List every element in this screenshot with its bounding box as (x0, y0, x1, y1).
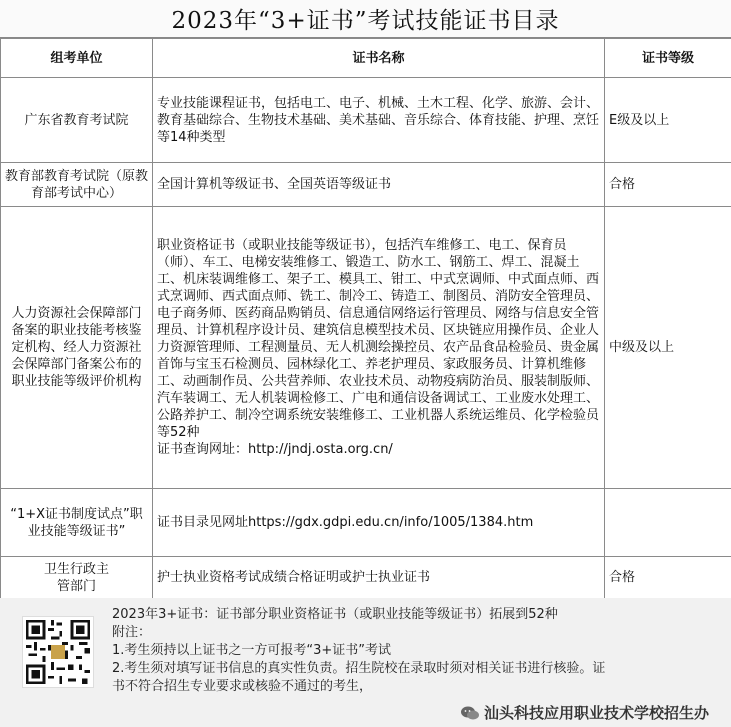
table-row (1, 557, 731, 599)
footer-line: 1.考生须持以上证书之一方可报考“3+证书”考试 (112, 643, 392, 658)
header-level: 证书等级 (605, 39, 731, 78)
name-cell: 全国计算机等级证书、全国英语等级证书 (153, 163, 605, 207)
wechat-icon (460, 705, 480, 721)
table-row (1, 78, 731, 163)
watermark-text: 汕头科技应用职业技术学校招生办 (483, 704, 709, 722)
level-cell (605, 489, 731, 557)
level-cell: 合格 (605, 163, 731, 207)
org-cell: 教育部教育考试院（原教育部考试中心） (1, 163, 153, 207)
name-cell: 证书目录见网址https://gdx.gdpi.edu.cn/info/1005/1384.htm (153, 489, 605, 557)
name-cell (153, 207, 605, 489)
level-cell: 合格 (605, 557, 731, 599)
qr-code-icon (22, 616, 94, 688)
org-cell: 广东省教育考试院 (1, 78, 153, 163)
footer-line: 2023年3+证书：证书部分职业资格证书（或职业技能等级证书）拓展到52种 (112, 607, 558, 622)
name-cell: 专业技能课程证书，包括电工、电子、机械、土木工程、化学、旅游、会计、教育基础综合、生物技术基础、美术基础、音乐综合、体育技能、护理、烹饪等14种类型 (153, 78, 605, 163)
level-cell: E级及以上 (605, 78, 731, 163)
table-row (1, 163, 731, 207)
footer (0, 598, 731, 727)
query-url: 证书查询网址：http://jndj.osta.org.cn/ (157, 442, 393, 457)
certificate-table (0, 38, 731, 599)
page-title: 2023年“3+证书”考试技能证书目录 (171, 8, 560, 34)
footer-line: 书不符合招生专业要求或核验不通过的考生， (112, 679, 373, 694)
name-text: 职业资格证书（或职业技能等级证书），包括汽车维修工、电工、保育员（师）、车工、电梯安装维修工、锻造工、防水工、钢筋工、焊工、混凝土工、机床装调维修工、架子工、模具工、钳工、中式烹调师、中式面点师、西式烹调师、西式面点师、铣工、制冷工、铸造工、制图员、消防安全管理员、电子商务师、医药商品购销员、信息通信网络运行管理员、网络与信息安全管理员、计算机程序设计员、建筑信息模型技术员、区块链应用操作员、企业人力资源管理师、工程测量员、无人机测绘操控员、农产品食品检验员、贵金属首饰与宝玉石检测员、园林绿化工、养老护理员、家政服务员、计算机维修工、动画制作员、公共营养师、农业技术员、动物疫病防治员、服装制版师、汽车装调工、无人机装调检修工、广电和通信设备调试工、工业废水处理工、公路养护工、制冷空调系统安装维修工、工业机器人系统运维员、化学检验员等52种 (157, 238, 600, 440)
footer-line: 2.考生须对填写证书信息的真实性负责。招生院校在录取时须对相关证书进行核验。证 (112, 661, 606, 676)
org-cell: “1+X证书制度试点”职业技能等级证书” (1, 489, 153, 557)
org-cell: 人力资源社会保障部门备案的职业技能考核鉴定机构、经人力资源社会保障部门备案公布的职业技能等级评价机构 (1, 207, 153, 489)
name-cell: 护士执业资格考试成绩合格证明或护士执业证书 (153, 557, 605, 599)
header-org: 组考单位 (1, 39, 153, 78)
watermark (456, 702, 709, 723)
footer-line: 附注： (112, 625, 152, 640)
table-row (1, 489, 731, 557)
level-cell: 中级及以上 (605, 207, 731, 489)
table-row (1, 207, 731, 489)
title-bar (0, 0, 731, 38)
table-header-row (1, 39, 731, 78)
footer-notes (112, 606, 724, 696)
org-cell: 卫生行政主管部门 (1, 557, 153, 599)
header-name: 证书名称 (153, 39, 605, 78)
